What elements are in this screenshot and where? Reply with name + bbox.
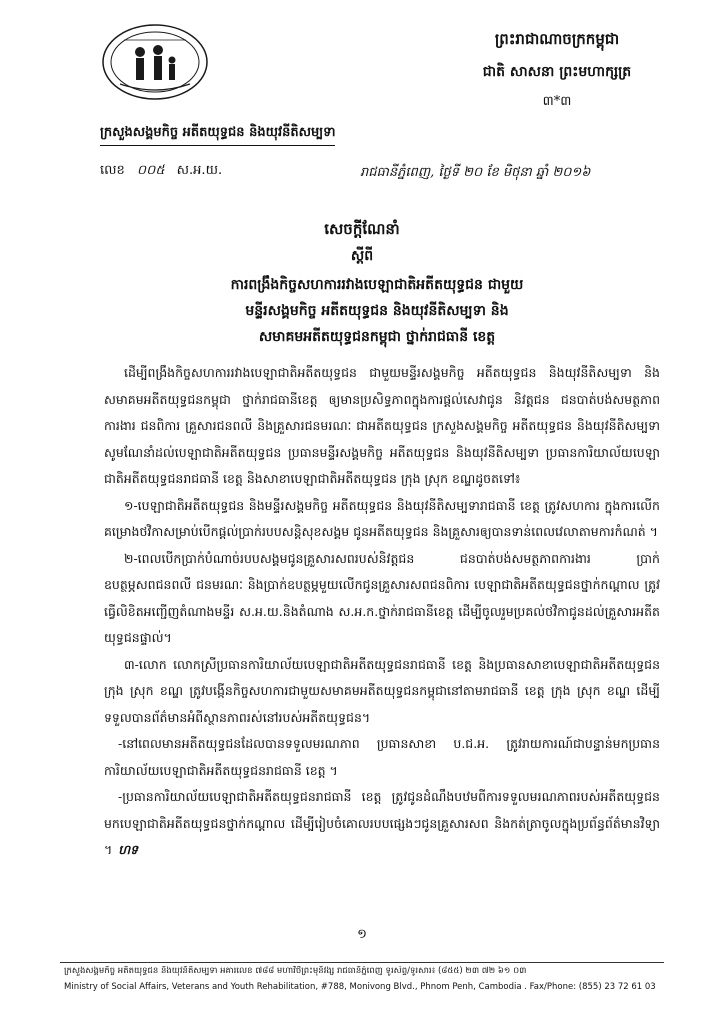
sub-item-1-paragraph: -នៅពេលមានអតីតយុទ្ធជនដែលបានទទួលមរណភាព ប្រធានសាខា ប.ជ.អ. ត្រូវរាយការណ៍ជាបន្ទាន់មកប្រធានការិយាល័យបេឡាជាតិអតីតយុទ្ធជនរាជធានី ខេត្ត ។: [104, 736, 660, 778]
page-number: ១: [357, 927, 367, 942]
ref-number: ០០៥: [136, 163, 165, 178]
item-2-paragraph: ២-ពេលបើកប្រាក់បំណាច់របបសង្គមជូនគ្រួសារសពរបស់និវត្តជន ជនបាត់បង់សមត្ថភាពការងារ ប្រាក់ឧបត្ថម្ភសពជនពលី ជនមរណៈ និងប្រាក់ឧបត្ថម្ភមួយលើកជូនគ្រួសារសពជនពិការ បេឡាជាតិអតីតយុទ្ធជនថ្នាក់កណ្ដាល ត្រូវធ្វើលិខិតអញ្ជើញតំណាងមន្ទីរ ស.អ.យ.និងតំណាង ស.អ.ក.ថ្នាក់រាជធានីខេត្ត ដើម្បីចូលរួមប្រគល់ថវិកាជូនដល់គ្រួសារអតីតយុទ្ធជនផ្ទាល់។: [104, 550, 660, 645]
ministry-name: ក្រសួងសង្គមកិច្ច អតីតយុទ្ធជន និងយុវនីតិសម្បទា: [100, 124, 335, 143]
ref-label: លេខ: [100, 163, 125, 178]
document-title: [90, 272, 664, 350]
item-1-paragraph: ១-បេឡាជាតិអតីតយុទ្ធជន និងមន្ទីរសង្គមកិច្ច អតីតយុទ្ធជន និងយុវនីតិសម្បទារាជធានី ខេត្ត ត្រូវសហការ ក្នុងការលើកគម្រោងថវិកាសម្រាប់បើកផ្ដល់ប្រាក់របបសន្តិសុខសង្គម ជូនអតីតយុទ្ធជន និងគ្រួសារឲ្យបានទាន់ពេលវេលាតាមការកំណត់ ។: [104, 497, 660, 539]
ref-suffix: ស.អ.យ.: [176, 163, 223, 178]
document-date: រាជធានីភ្នំពេញ, ថ្ងៃទី ២០ ខែ មិថុនា ឆ្នាំ ២០១៦: [360, 165, 591, 180]
footer-address-english: Ministry of Social Affairs, Veterans and Youth Rehabilitation, #788, Monivong Blvd., Phnom Penh, Cambodia . Fax/Phone: (855) 23 72 61 03: [64, 982, 656, 992]
handwritten-initials: ហទ: [118, 842, 139, 857]
kingdom-name: ព្រះរាជាណាចក្រកម្ពុជា: [494, 30, 620, 48]
title-line: មន្ទីរសង្គមកិច្ច អតីតយុទ្ធជន និងយុវនីតិសម្បទា និង: [245, 303, 509, 319]
document-type: សេចក្ដីណែនាំ: [324, 220, 400, 238]
footer-address-khmer: ក្រសួងសង្គមកិច្ច អតីតយុទ្ធជន និងយុវនីតិសម្បទា អគារលេខ ៧៨៨ មហាវិថីព្រះមុនីវង្ស រាជធានីភ្នំពេញ ទូរស័ព្ទ/ទូរសារ៖ (៨៥៥) ២៣ ៧២ ៦១ ០៣: [64, 966, 527, 976]
footer-divider: [60, 962, 664, 963]
sub-item-2-paragraph: [104, 784, 660, 864]
sub-item-2-text: -ប្រធានការិយាល័យបេឡាជាតិអតីតយុទ្ធជនរាជធានី ខេត្ត ត្រូវជូនដំណឹងបឋមពីការទទួលមរណភាពរបស់អតីតយុទ្ធជន មកបេឡាជាតិអតីតយុទ្ធជនថ្នាក់កណ្ដាល ដើម្បីរៀបចំគោលរបបផ្សេងៗជូនគ្រួសារសព និងកត់ត្រាចូលក្នុងប្រព័ន្ធព័ត៌មានវិទ្យា ។: [104, 789, 660, 857]
document-body: [104, 360, 660, 864]
title-line: សមាគមអតីតយុទ្ធជនកម្ពុជា ថ្នាក់រាជធានី ខេត្ត: [258, 329, 496, 345]
national-motto: [442, 30, 672, 112]
item-3-paragraph: ៣-លោក លោកស្រីប្រធានការិយាល័យបេឡាជាតិអតីតយុទ្ធជនរាជធានី ខេត្ត និងប្រធានសាខាបេឡាជាតិអតីតយុទ្ធជនក្រុង ស្រុក ខណ្ឌ ត្រូវបង្កើនកិច្ចសហការជាមួយសមាគមអតីតយុទ្ធជនកម្ពុជានៅតាមរាជធានី ខេត្ត ក្រុង ស្រុក ខណ្ឌ ដើម្បីទទួលបានព័ត៌មានអំពីស្ថានភាពរស់នៅរបស់អតីតយុទ្ធជន។: [104, 656, 660, 725]
ornament-mark: ៣*៣: [542, 94, 572, 109]
reference-number: [100, 162, 222, 181]
title-line: ការពង្រឹងកិច្ចសហការរវាងបេឡាជាតិអតីតយុទ្ធជន ជាមួយ: [230, 277, 524, 293]
intro-paragraph: ដើម្បីពង្រឹងកិច្ចសហការរវាងបេឡាជាតិអតីតយុទ្ធជន ជាមួយមន្ទីរសង្គមកិច្ច អតីតយុទ្ធជន និងយុវនីតិសម្បទា និងសមាគមអតីតយុទ្ធជនកម្ពុជា ថ្នាក់រាជធានីខេត្ត ឲ្យមានប្រសិទ្ធភាពក្នុងការផ្ដល់សេវាជូន និវត្តជន ជនបាត់បង់សមត្ថភាពការងារ ជនពិការ គ្រួសារជនពលី និងគ្រួសារជនមរណៈ ជាអតីតយុទ្ធជន ក្រសួងសង្គមកិច្ច អតីតយុទ្ធជន និងយុវនីតិសម្បទា សូមណែនាំដល់បេឡាជាតិអតីតយុទ្ធជន ប្រធានមន្ទីរសង្គមកិច្ច អតីតយុទ្ធជន និងយុវនីតិសម្បទា ប្រធានការិយាល័យបេឡាជាតិអតីតយុទ្ធជនរាជធានី ខេត្ត និងសាខាបេឡាជាតិអតីតយុទ្ធជន ក្រុង ស្រុក ខណ្ឌដូចតទៅ៖: [104, 365, 660, 486]
document-about: ស្ដីពី: [350, 248, 374, 264]
ministry-logo-icon: [100, 22, 210, 102]
nation-motto: ជាតិ សាសនា ព្រះមហាក្សត្រ: [482, 64, 632, 80]
